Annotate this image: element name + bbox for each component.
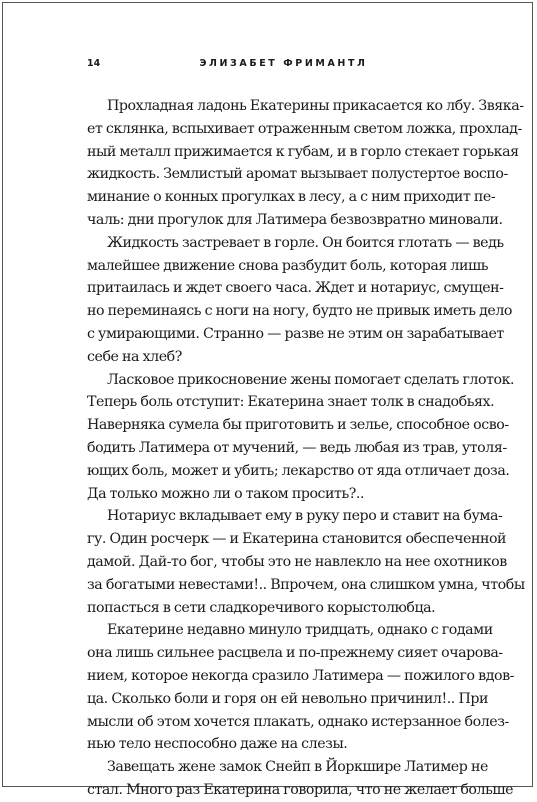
paragraph [87, 505, 525, 619]
paragraph [87, 369, 515, 506]
text-line: чаль: дни прогулок для Латимера безвозвратно миновали. [87, 211, 503, 228]
text-line: с умирающими. Странно — разве не этим он зарабатывает [87, 325, 504, 342]
text-line: Да только можно ли о таком просить?.. [87, 485, 365, 502]
text-line: стал. Много раз Екатерина говорила, что не желает больше [87, 781, 514, 798]
page-header [87, 58, 480, 74]
text-line: гу. Один росчерк — и Екатерина становится обеспеченной [87, 531, 507, 548]
paragraph [87, 619, 514, 756]
text-line: попасться в сети сладкоречивого корыстолюбца. [87, 599, 436, 616]
text-line: мысли об этом хочется плакать, однако истерзанное болез- [87, 713, 509, 730]
text-line: Завещать жене замок Снейп в Йоркшире Латимер не [107, 759, 488, 776]
text-line: Екатерине недавно минуло тридцать, однако с годами [107, 622, 493, 639]
text-line: притаилась и ждет своего часа. Ждет и нотариус, смущен- [87, 280, 504, 297]
page-number: 14 [87, 58, 101, 69]
text-line: ет склянка, вспыхивает отраженным светом ложка, прохлад- [87, 120, 522, 137]
text-line: она лишь сильнее расцвела и по-прежнему сияет очарова- [87, 645, 503, 662]
text-line: нью тело неспособно даже на слезы. [87, 736, 348, 753]
book-page [2, 2, 533, 798]
text-line: Теперь боль отступит: Екатерина знает толк в снадобьях. [87, 394, 495, 411]
text-line: дамой. Дай-то бог, чтобы это не навлекло на нее охотников [87, 553, 507, 570]
text-line: малейшее движение снова разбудит боль, которая лишь [87, 257, 488, 274]
body-text [87, 95, 525, 802]
text-line: минание о конных прогулках в лесу, а с ним приходит пе- [87, 189, 496, 206]
paragraph [87, 756, 514, 802]
text-line: бодить Латимера от мучений, — ведь любая из трав, утоля- [87, 439, 507, 456]
text-line: жидкость. Землистый аромат вызывает полустертое воспо- [87, 166, 508, 183]
paragraph [87, 95, 524, 232]
text-line: ца. Сколько боли и горя он ей невольно причинил!.. При [87, 690, 488, 707]
text-line: ный металл прижимается к губам, и в горло стекает горькая [87, 143, 519, 160]
text-line: Жидкость застревает в горле. Он боится глотать — ведь [107, 234, 504, 251]
running-title: ЭЛИЗАБЕТ ФРИМАНТЛ [199, 58, 368, 69]
text-line: нием, которое некогда сразило Латимера — пожилого вдов- [87, 667, 514, 684]
text-line: Ласковое прикосновение жены помогает сделать глоток. [107, 371, 515, 388]
text-line: ющих боль, может и убить; лекарство от яда отличает доза. [87, 462, 510, 479]
text-line: за богатыми невестами!.. Впрочем, она слишком умна, чтобы [87, 576, 525, 593]
paragraph [87, 232, 512, 369]
text-line: но переминаясь с ноги на ногу, будто не привык иметь дело [87, 303, 512, 320]
text-line: себе на хлеб? [87, 348, 182, 365]
text-line: Нотариус вкладывает ему в руку перо и ставит на бума- [107, 508, 503, 525]
text-line: Наверняка сумела бы приготовить и зелье, способное осво- [87, 417, 509, 434]
text-line: Прохладная ладонь Екатерины прикасается ко лбу. Звяка- [107, 98, 524, 114]
